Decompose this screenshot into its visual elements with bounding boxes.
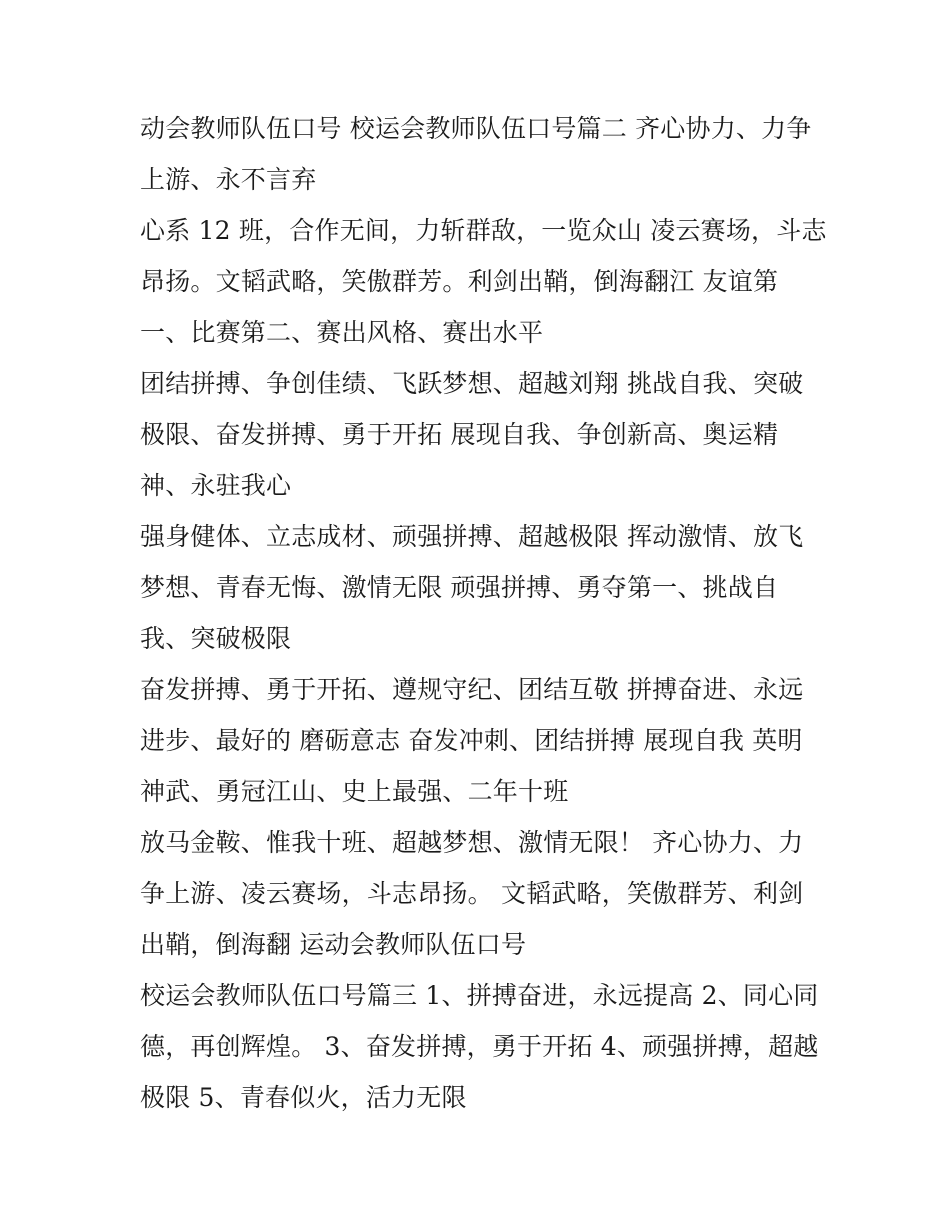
text-line: 放马金鞍、惟我十班、超越梦想、激情无限！ 齐心协力、力: [140, 828, 804, 857]
text-line: 出鞘，倒海翻 运动会教师队伍口号: [140, 930, 527, 959]
text-line: 我、突破极限: [140, 624, 292, 653]
text-line: 一、比赛第二、赛出风格、赛出水平: [140, 318, 544, 347]
text-line: 德，再创辉煌。 3、奋发拼搏，勇于开拓 4、顽强拼搏，超越: [140, 1032, 819, 1061]
text-line: 极限 5、青春似火，活力无限: [140, 1083, 467, 1112]
paragraph-1: [140, 103, 820, 205]
paragraph-6: [140, 817, 820, 970]
text-line: 上游、永不言弃: [140, 165, 317, 194]
text-line: 极限、奋发拼搏、勇于开拓 展现自我、争创新高、奥运精: [140, 420, 779, 449]
text-line: 梦想、青春无悔、激情无限 顽强拼搏、勇夺第一、挑战自: [140, 573, 779, 602]
text-line: 奋发拼搏、勇于开拓、遵规守纪、团结互敬 拼搏奋进、永远: [140, 675, 804, 704]
paragraph-2: [140, 205, 827, 358]
text-line: 神、永驻我心: [140, 471, 292, 500]
paragraph-4: [140, 511, 820, 664]
paragraph-7: [140, 970, 820, 1123]
text-line: 神武、勇冠江山、史上最强、二年十班: [140, 777, 569, 806]
paragraph-5: [140, 664, 820, 817]
text-line: 动会教师队伍口号 校运会教师队伍口号篇二 齐心协力、力争: [140, 114, 812, 143]
text-line: 团结拼搏、争创佳绩、飞跃梦想、超越刘翔 挑战自我、突破: [140, 369, 804, 398]
text-line: 心系 12 班，合作无间，力斩群敌，一览众山 凌云赛场，斗志: [140, 216, 827, 245]
text-line: 争上游、凌云赛场，斗志昂扬。 文韬武略，笑傲群芳、利剑: [140, 879, 804, 908]
text-line: 进步、最好的 磨砺意志 奋发冲刺、团结拼搏 展现自我 英明: [140, 726, 803, 755]
text-line: 昂扬。文韬武略，笑傲群芳。利剑出鞘，倒海翻江 友谊第: [140, 267, 779, 296]
paragraph-3: [140, 358, 820, 511]
text-line: 校运会教师队伍口号篇三 1、拼搏奋进，永远提高 2、同心同: [140, 981, 819, 1010]
document-body: [140, 103, 827, 1123]
text-line: 强身健体、立志成材、顽强拼搏、超越极限 挥动激情、放飞: [140, 522, 804, 551]
